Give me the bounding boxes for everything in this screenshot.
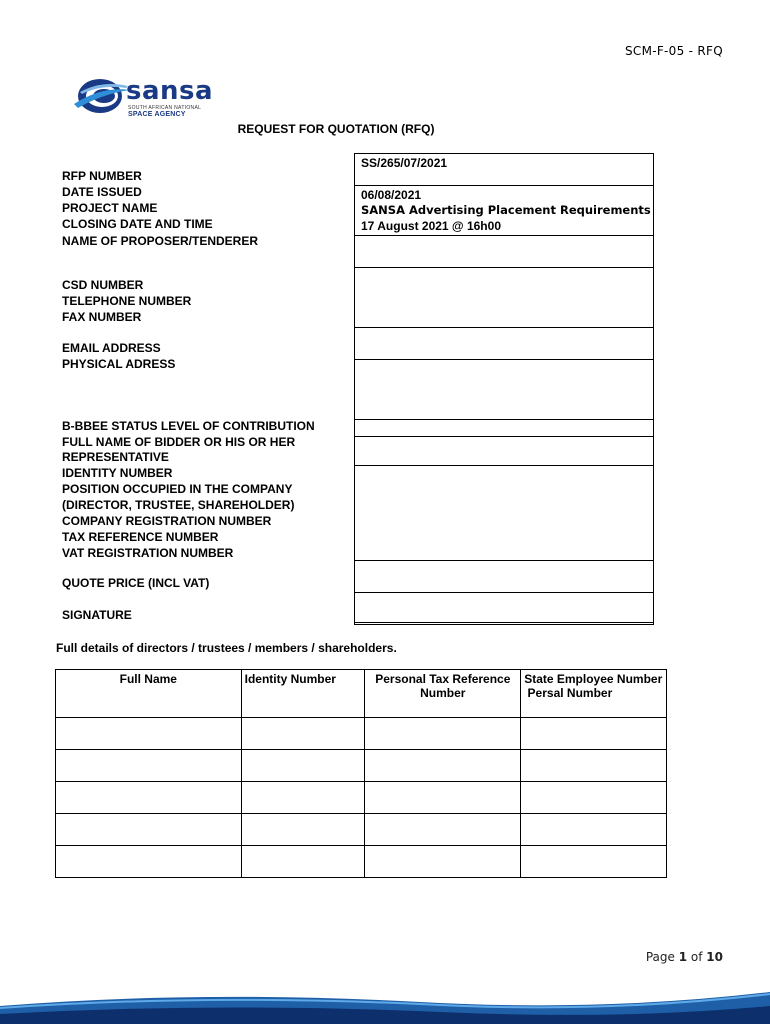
table-cell[interactable] (365, 814, 521, 846)
rfp-number-value: SS/265/07/2021 (361, 156, 448, 170)
csd-number-label: CSD NUMBER (62, 278, 144, 292)
bbbee-label: B-BBEE STATUS LEVEL OF CONTRIBUTION (62, 419, 315, 433)
position-label-cont: (DIRECTOR, TRUSTEE, SHAREHOLDER) (62, 498, 295, 512)
table-cell[interactable] (241, 846, 365, 878)
quote-price-label: QUOTE PRICE (INCL VAT) (62, 576, 210, 590)
table-cell[interactable] (56, 782, 242, 814)
position-label: POSITION OCCUPIED IN THE COMPANY (62, 482, 293, 496)
table-cell[interactable] (56, 814, 242, 846)
date-issued-value: 06/08/2021 (361, 188, 422, 202)
csd-number-field[interactable] (354, 267, 654, 328)
table-cell[interactable] (56, 718, 242, 750)
tax-reference-label: TAX REFERENCE NUMBER (62, 530, 219, 544)
telephone-label: TELEPHONE NUMBER (62, 294, 192, 308)
vat-registration-label: VAT REGISTRATION NUMBER (62, 546, 234, 560)
full-name-header: Full Name (56, 670, 242, 718)
page-number: Page 1 of 10 (645, 950, 723, 964)
closing-date-label: CLOSING DATE AND TIME (62, 217, 213, 231)
fax-label: FAX NUMBER (62, 310, 142, 324)
sansa-logo (72, 74, 222, 122)
bbbee-field[interactable] (354, 419, 654, 437)
table-cell[interactable] (521, 718, 667, 750)
identity-number-header: Identity Number (241, 670, 365, 718)
directors-table (55, 669, 667, 878)
table-row (56, 814, 667, 846)
table-cell[interactable] (241, 782, 365, 814)
table-cell[interactable] (56, 846, 242, 878)
table-cell[interactable] (521, 782, 667, 814)
bidder-name-field[interactable] (354, 436, 654, 466)
table-cell[interactable] (365, 782, 521, 814)
proposer-label: NAME OF PROPOSER/TENDERER (62, 234, 259, 248)
closing-date-value: 17 August 2021 @ 16h00 (361, 219, 501, 233)
quote-price-field[interactable] (354, 560, 654, 593)
table-cell[interactable] (365, 846, 521, 878)
signature-field[interactable] (354, 592, 654, 625)
identity-number-label: IDENTITY NUMBER (62, 466, 173, 480)
table-cell[interactable] (241, 750, 365, 782)
proposer-field[interactable] (354, 235, 654, 268)
document-code: SCM-F-05 - RFQ (624, 44, 723, 58)
table-header-row (56, 670, 667, 718)
directors-section-title: Full details of directors / trustees / members / shareholders. (56, 641, 397, 655)
project-name-value: SANSA Advertising Placement Requirements (361, 203, 651, 217)
table-cell[interactable] (365, 750, 521, 782)
project-details-field[interactable] (354, 185, 654, 236)
company-registration-label: COMPANY REGISTRATION NUMBER (62, 514, 272, 528)
logo-wordmark: sansa (126, 76, 214, 106)
date-issued-label: DATE ISSUED (62, 185, 142, 199)
physical-address-label: PHYSICAL ADRESS (62, 357, 176, 371)
signature-label: SIGNATURE (62, 608, 132, 622)
table-row (56, 718, 667, 750)
table-cell[interactable] (521, 750, 667, 782)
email-field[interactable] (354, 327, 654, 360)
rfp-number-label: RFP NUMBER (62, 169, 142, 183)
form-values-column (354, 153, 654, 623)
table-row (56, 846, 667, 878)
bidder-name-label: FULL NAME OF BIDDER OR HIS OR HER (62, 435, 296, 449)
logo-subtitle: SOUTH AFRICAN NATIONAL (128, 105, 202, 111)
table-cell[interactable] (365, 718, 521, 750)
table-row (56, 750, 667, 782)
logo-subtitle-agency: SPACE AGENCY (128, 111, 186, 118)
company-details-field[interactable] (354, 465, 654, 561)
physical-address-field[interactable] (354, 359, 654, 420)
bidder-name-label-cont: REPRESENTATIVE (62, 450, 169, 464)
table-cell[interactable] (56, 750, 242, 782)
table-row (56, 782, 667, 814)
tax-reference-header: Personal Tax Reference Number (365, 670, 521, 718)
table-cell[interactable] (241, 718, 365, 750)
footer-decoration (0, 984, 770, 1024)
email-label: EMAIL ADDRESS (62, 341, 161, 355)
rfq-form (56, 153, 654, 623)
table-cell[interactable] (521, 814, 667, 846)
state-employee-header: State Employee Number Persal Number (521, 670, 667, 718)
satellite-swoosh-icon (72, 74, 132, 120)
page-title: REQUEST FOR QUOTATION (RFQ) (237, 122, 435, 136)
table-cell[interactable] (241, 814, 365, 846)
rfp-number-field[interactable] (354, 153, 654, 186)
project-name-label: PROJECT NAME (62, 201, 158, 215)
table-cell[interactable] (521, 846, 667, 878)
